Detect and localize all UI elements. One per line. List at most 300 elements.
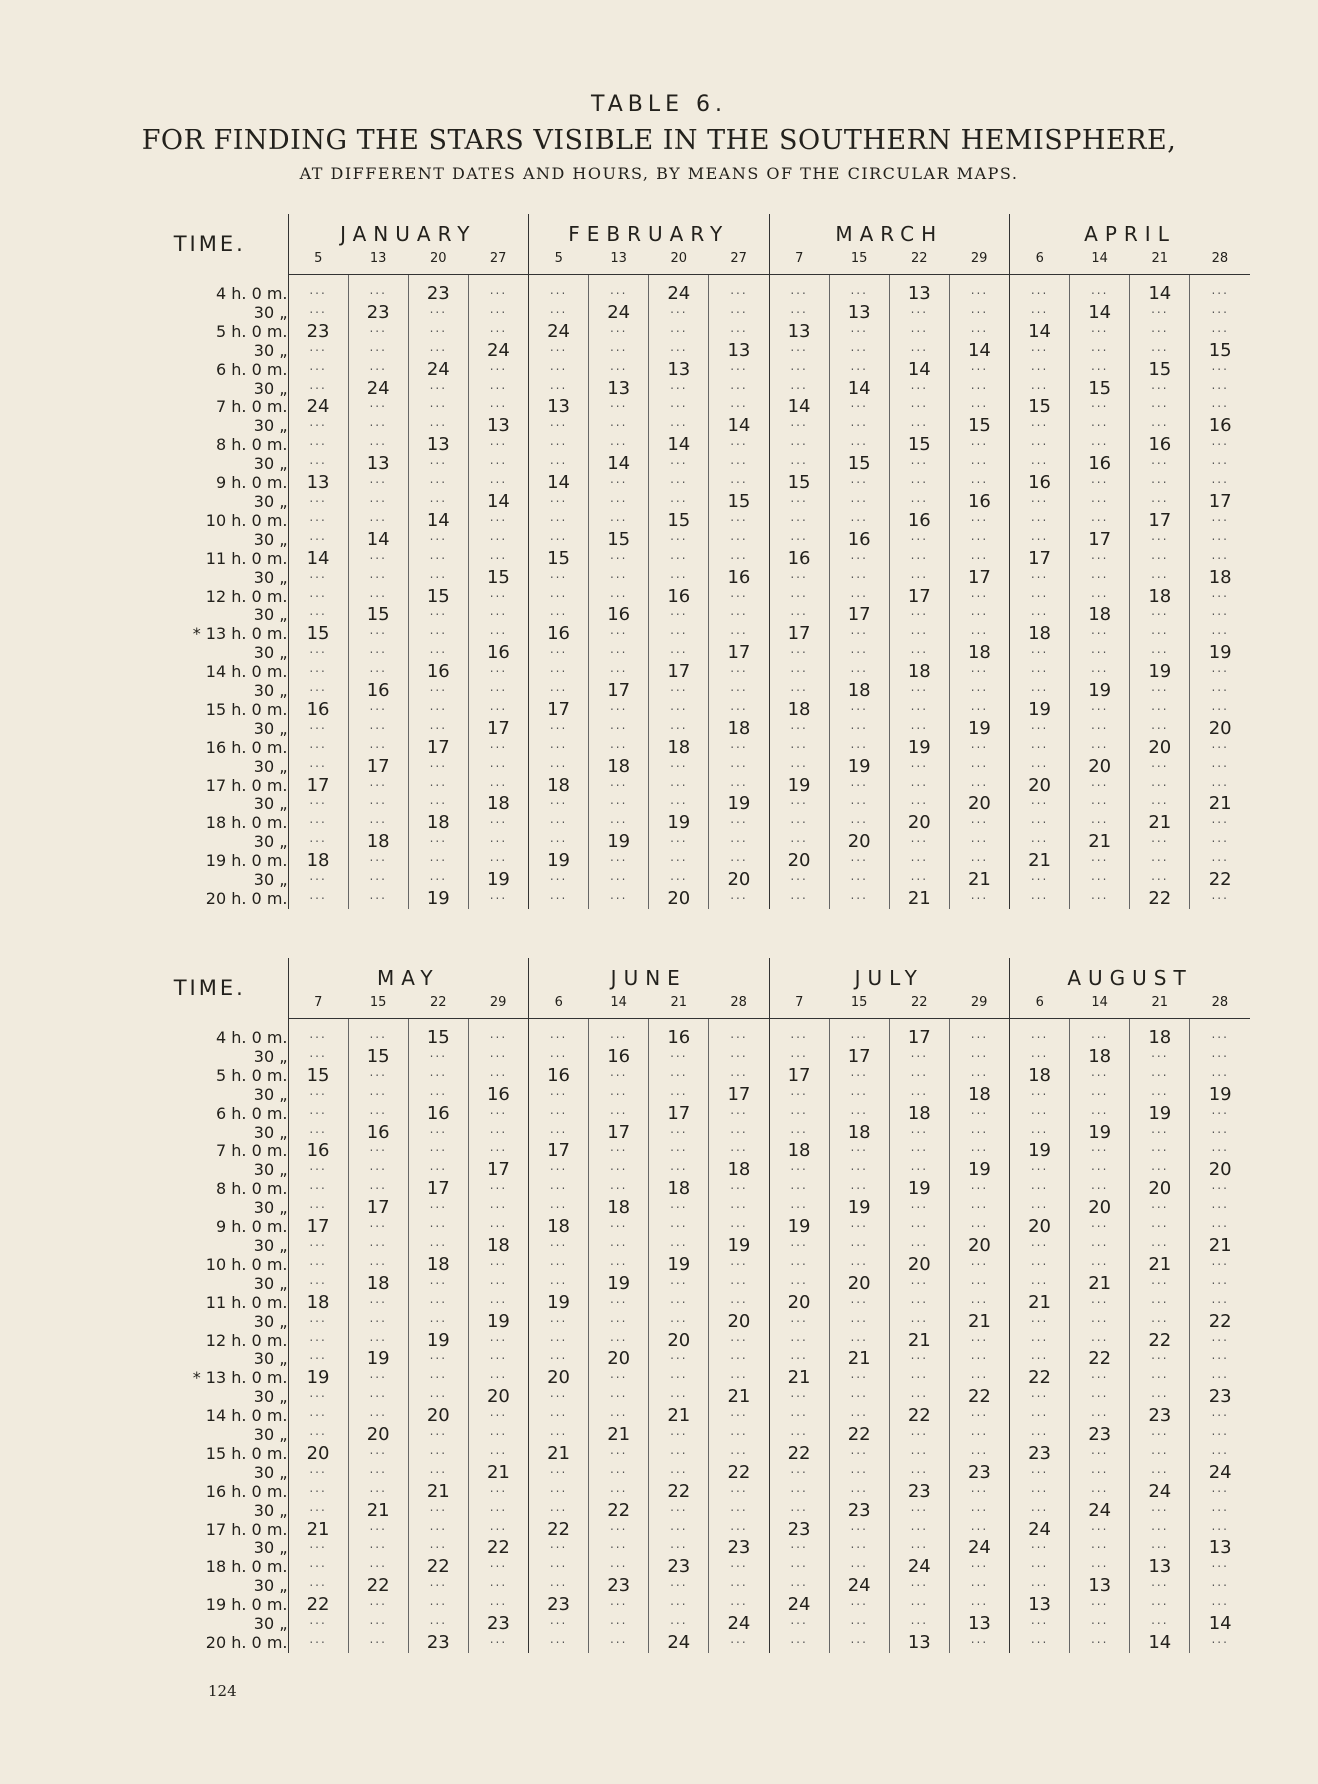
map-number: 15: [306, 623, 330, 645]
map-number: 20: [967, 1234, 991, 1256]
dots: ...: [670, 1613, 688, 1628]
dots: ...: [429, 1272, 448, 1287]
dots: ...: [369, 1027, 387, 1041]
date-header: 15: [348, 990, 408, 1019]
dots: ...: [369, 1632, 387, 1646]
map-cell: [1070, 1634, 1130, 1653]
dots: ...: [369, 415, 387, 430]
dots: ...: [730, 1064, 748, 1079]
map-cell: [649, 1634, 709, 1653]
dots: ...: [1151, 1537, 1169, 1552]
map-number: 16: [306, 1140, 330, 1162]
dots: ...: [1151, 1159, 1169, 1174]
dots: ...: [309, 1083, 327, 1098]
dots: ...: [910, 472, 929, 487]
dots: ...: [910, 604, 929, 619]
dots: ...: [609, 283, 628, 297]
dots: ...: [1211, 1442, 1229, 1457]
time-label: 30 „: [132, 304, 288, 323]
dots: ...: [609, 1027, 628, 1041]
map-cell: [709, 698, 769, 720]
dots: ...: [489, 1556, 508, 1571]
dots: ...: [970, 698, 989, 713]
date-header: 27: [468, 246, 528, 275]
dots: ...: [1030, 1613, 1049, 1628]
map-number: 13: [727, 339, 751, 361]
dots: ...: [429, 774, 448, 789]
dots: ...: [730, 283, 748, 297]
dots: ...: [609, 1216, 628, 1231]
dots: ...: [1151, 1424, 1169, 1439]
dots: ...: [790, 869, 808, 884]
time-label: 18 h. 0 m.: [132, 814, 288, 833]
dots: ...: [609, 774, 628, 789]
dots: ...: [790, 1386, 808, 1401]
map-number: 16: [426, 661, 450, 683]
dots: ...: [1211, 661, 1229, 676]
dots: ...: [369, 623, 387, 638]
dots: ...: [670, 1045, 688, 1060]
dots: ...: [369, 1329, 387, 1344]
dots: ...: [670, 1537, 688, 1552]
dots: ...: [670, 831, 688, 846]
dots: ...: [730, 1102, 748, 1117]
map-cell: [1010, 1634, 1070, 1653]
map-number: 13: [907, 283, 931, 304]
map-cell: [1130, 717, 1190, 739]
dots: ...: [850, 736, 868, 751]
date-header: 14: [1070, 990, 1130, 1019]
map-number: 22: [1208, 869, 1232, 891]
dots: ...: [429, 1367, 448, 1382]
dots: ...: [549, 453, 568, 468]
dots: ...: [549, 301, 568, 316]
dots: ...: [910, 1159, 929, 1174]
map-number: 18: [1148, 1027, 1172, 1048]
dots: ...: [1151, 1045, 1169, 1060]
map-number: 16: [667, 585, 691, 607]
dots: ...: [429, 1424, 448, 1439]
dots: ...: [1090, 566, 1109, 581]
map-number: 24: [1148, 1480, 1172, 1502]
map-cell: [468, 1634, 528, 1653]
dots: ...: [429, 1234, 448, 1249]
dots: ...: [910, 869, 929, 884]
dots: ...: [1211, 509, 1229, 524]
dots: ...: [850, 1405, 868, 1420]
dots: ...: [850, 1386, 868, 1401]
time-label: 4 h. 0 m.: [132, 285, 288, 304]
dots: ...: [429, 1083, 448, 1098]
date-header: 20: [408, 246, 468, 275]
dots: ...: [609, 1632, 628, 1646]
dots: ...: [609, 850, 628, 865]
dots: ...: [910, 566, 929, 581]
dots: ...: [1090, 1310, 1109, 1325]
map-number: 14: [1088, 301, 1112, 323]
dots: ...: [369, 1102, 387, 1117]
map-number: 21: [306, 1518, 330, 1540]
dots: ...: [850, 1102, 868, 1117]
map-cell: [649, 890, 709, 909]
dots: ...: [369, 1178, 387, 1193]
map-cell: [769, 1634, 829, 1653]
dots: ...: [429, 1045, 448, 1060]
time-label: 19 h. 0 m.: [132, 1596, 288, 1615]
page-number: 124: [208, 1682, 237, 1700]
dots: ...: [1151, 623, 1169, 638]
dots: ...: [850, 1178, 868, 1193]
map-number: 19: [727, 793, 751, 815]
map-cell: [348, 1480, 408, 1502]
dots: ...: [489, 680, 508, 695]
dots: ...: [790, 1253, 808, 1268]
dots: ...: [489, 888, 508, 902]
date-header: 20: [649, 246, 709, 275]
dots: ...: [1211, 377, 1229, 392]
map-number: 22: [486, 1537, 510, 1559]
dots: ...: [1030, 661, 1049, 676]
map-number: 17: [727, 1083, 751, 1105]
dots: ...: [1151, 604, 1169, 619]
dots: ...: [670, 1348, 688, 1363]
map-number: 19: [967, 1159, 991, 1181]
map-cell: [1010, 528, 1070, 550]
dots: ...: [730, 1140, 748, 1155]
page-title: FOR FINDING THE STARS VISIBLE IN THE SOUTHERN HEMISPHERE,: [141, 125, 1177, 156]
dots: ...: [309, 1159, 327, 1174]
time-label: 30 „: [132, 1464, 288, 1483]
dots: ...: [549, 1310, 568, 1325]
dots: ...: [369, 1537, 387, 1552]
dots: ...: [1090, 1291, 1109, 1306]
dots: ...: [970, 1405, 989, 1420]
map-number: 23: [907, 1480, 931, 1502]
dots: ...: [1030, 1386, 1049, 1401]
dots: ...: [549, 1348, 568, 1363]
dots: ...: [850, 585, 868, 600]
time-label: 7 h. 0 m.: [132, 398, 288, 417]
map-cell: [889, 717, 949, 739]
map-number: 22: [426, 1556, 450, 1578]
dots: ...: [670, 301, 688, 316]
date-header: 28: [1190, 246, 1250, 275]
dots: ...: [1151, 1499, 1169, 1514]
map-number: 14: [306, 547, 330, 569]
dots: ...: [1211, 1480, 1229, 1495]
dots: ...: [1090, 698, 1109, 713]
map-number: 21: [1148, 1253, 1172, 1275]
dots: ...: [670, 1461, 688, 1476]
dots: ...: [549, 1386, 568, 1401]
dots: ...: [1030, 377, 1049, 392]
map-cell: [288, 528, 348, 550]
map-number: 17: [847, 604, 871, 626]
map-cell: [1070, 1102, 1130, 1124]
dots: ...: [1090, 509, 1109, 524]
map-number: 19: [486, 869, 510, 891]
dots: ...: [309, 1575, 327, 1590]
map-cell: [589, 509, 649, 531]
map-number: 21: [547, 1442, 571, 1464]
map-cell: [408, 1310, 468, 1332]
map-number: 15: [1088, 377, 1112, 399]
dots: ...: [910, 831, 929, 846]
dots: ...: [609, 566, 628, 581]
dots: ...: [790, 1632, 808, 1646]
map-number: 21: [1088, 831, 1112, 853]
dots: ...: [790, 1310, 808, 1325]
map-number: 13: [306, 472, 330, 494]
dots: ...: [1090, 283, 1109, 297]
map-number: 17: [787, 1064, 811, 1086]
dots: ...: [429, 1386, 448, 1401]
time-label: 4 h. 0 m.: [132, 1029, 288, 1048]
map-number: 18: [607, 1197, 631, 1219]
date-header: 15: [829, 990, 889, 1019]
map-number: 18: [547, 774, 571, 796]
dots: ...: [549, 604, 568, 619]
map-cell: [1130, 566, 1190, 588]
map-cell: [589, 1634, 649, 1653]
map-number: 20: [667, 1329, 691, 1351]
map-cell: [408, 1461, 468, 1483]
dots: ...: [970, 1045, 989, 1060]
dots: ...: [369, 566, 387, 581]
dots: ...: [1090, 888, 1109, 902]
map-number: 24: [426, 358, 450, 380]
map-cell: [949, 1064, 1009, 1086]
dots: ...: [1030, 1310, 1049, 1325]
dots: ...: [970, 831, 989, 846]
dots: ...: [1090, 793, 1109, 808]
dots: ...: [910, 1140, 929, 1155]
dots: ...: [790, 377, 808, 392]
map-cell: [408, 1083, 468, 1105]
dots: ...: [850, 1442, 868, 1457]
dots: ...: [489, 1291, 508, 1306]
dots: ...: [1211, 888, 1229, 902]
map-number: 18: [727, 717, 751, 739]
dots: ...: [609, 1556, 628, 1571]
map-number: 21: [967, 1310, 991, 1332]
dots: ...: [1030, 1480, 1049, 1495]
map-number: 17: [907, 585, 931, 607]
map-number: 23: [787, 1518, 811, 1540]
dots: ...: [970, 1632, 989, 1646]
dots: ...: [429, 850, 448, 865]
dots: ...: [910, 1442, 929, 1457]
dots: ...: [910, 1499, 929, 1514]
map-cell: [1070, 509, 1130, 531]
dots: ...: [489, 1499, 508, 1514]
time-label: 8 h. 0 m.: [132, 1180, 288, 1199]
dots: ...: [309, 642, 327, 657]
dots: ...: [429, 1140, 448, 1155]
map-cell: [529, 755, 589, 777]
time-label: 30 „: [132, 1615, 288, 1634]
dots: ...: [790, 1102, 808, 1117]
time-label: 30 „: [132, 682, 288, 701]
dots: ...: [369, 1386, 387, 1401]
map-number: 15: [907, 434, 931, 456]
dots: ...: [790, 415, 808, 430]
time-label: 6 h. 0 m.: [132, 1105, 288, 1124]
dots: ...: [429, 1121, 448, 1136]
map-number: 17: [1088, 528, 1112, 550]
map-cell: [1070, 736, 1130, 758]
dots: ...: [910, 1272, 929, 1287]
dots: ...: [1151, 396, 1169, 411]
dots: ...: [369, 1518, 387, 1533]
map-number: 16: [847, 528, 871, 550]
dots: ...: [609, 509, 628, 524]
dots: ...: [730, 1556, 748, 1571]
map-number: 19: [1208, 642, 1232, 664]
dots: ...: [489, 1594, 508, 1609]
map-cell: [1130, 1634, 1190, 1653]
time-label: 19 h. 0 m.: [132, 852, 288, 871]
dots: ...: [309, 1253, 327, 1268]
dots: ...: [970, 1499, 989, 1514]
dots: ...: [850, 320, 868, 335]
month-header: JANUARY: [288, 214, 529, 246]
map-cell: [529, 1499, 589, 1521]
map-number: 21: [787, 1367, 811, 1389]
dots: ...: [970, 1027, 989, 1041]
map-number: 17: [607, 680, 631, 702]
dots: ...: [1211, 1197, 1229, 1212]
dots: ...: [970, 1556, 989, 1571]
dots: ...: [730, 320, 748, 335]
dots: ...: [790, 661, 808, 676]
map-number: 20: [967, 793, 991, 815]
map-number: 19: [426, 888, 450, 909]
map-number: 24: [727, 1613, 751, 1635]
map-number: 20: [1088, 755, 1112, 777]
dots: ...: [850, 358, 868, 373]
dots: ...: [489, 320, 508, 335]
dots: ...: [910, 1575, 929, 1590]
map-cell: [529, 890, 589, 909]
map-number: 13: [967, 1613, 991, 1635]
time-label: 12 h. 0 m.: [132, 588, 288, 607]
dots: ...: [429, 377, 448, 392]
map-cell: [348, 890, 408, 909]
dots: ...: [489, 453, 508, 468]
date-header: 7: [769, 990, 829, 1019]
map-cell: [1190, 547, 1250, 569]
dots: ...: [1030, 1575, 1049, 1590]
dots: ...: [1211, 1518, 1229, 1533]
dots: ...: [549, 528, 568, 543]
dots: ...: [609, 717, 628, 732]
dots: ...: [1030, 358, 1049, 373]
time-label: 30 „: [132, 606, 288, 625]
dots: ...: [309, 490, 327, 505]
dots: ...: [489, 1367, 508, 1382]
dots: ...: [1211, 736, 1229, 751]
dots: ...: [369, 1310, 387, 1325]
time-label: 30 „: [132, 1350, 288, 1369]
dots: ...: [1211, 698, 1229, 713]
time-label: 30 „: [132, 1161, 288, 1180]
dots: ...: [790, 793, 808, 808]
dots: ...: [489, 396, 508, 411]
map-number: 17: [366, 755, 390, 777]
dots: ...: [549, 755, 568, 770]
dots: ...: [369, 1064, 387, 1079]
map-cell: [709, 890, 769, 909]
dots: ...: [670, 680, 688, 695]
map-number: 21: [486, 1461, 510, 1483]
month-header: FEBRUARY: [529, 214, 770, 246]
map-number: 19: [787, 1216, 811, 1238]
dots: ...: [1030, 509, 1049, 524]
dots: ...: [369, 1480, 387, 1495]
map-cell: [1190, 1064, 1250, 1086]
map-cell: [589, 1480, 649, 1502]
dots: ...: [790, 642, 808, 657]
map-number: 19: [667, 1253, 691, 1275]
map-number: 19: [607, 831, 631, 853]
dots: ...: [549, 1027, 568, 1041]
dots: ...: [609, 661, 628, 676]
dots: ...: [970, 1121, 989, 1136]
dots: ...: [609, 415, 628, 430]
map-number: 24: [1088, 1499, 1112, 1521]
map-number: 22: [847, 1424, 871, 1446]
dots: ...: [1151, 869, 1169, 884]
dots: ...: [970, 604, 989, 619]
dots: ...: [309, 301, 327, 316]
time-label: 9 h. 0 m.: [132, 474, 288, 493]
dots: ...: [369, 812, 387, 827]
dots: ...: [489, 755, 508, 770]
dots: ...: [609, 1518, 628, 1533]
dots: ...: [850, 1216, 868, 1231]
dots: ...: [1211, 472, 1229, 487]
dots: ...: [850, 547, 868, 562]
dots: ...: [790, 339, 808, 354]
dots: ...: [790, 1083, 808, 1098]
dots: ...: [489, 509, 508, 524]
dots: ...: [489, 434, 508, 449]
time-label: 11 h. 0 m.: [132, 550, 288, 569]
dots: ...: [970, 888, 989, 902]
month-header: AUGUST: [1010, 958, 1251, 990]
map-cell: [529, 301, 589, 323]
dots: ...: [609, 698, 628, 713]
map-number: 22: [1088, 1348, 1112, 1370]
map-number: 24: [787, 1594, 811, 1616]
map-cell: [889, 1083, 949, 1105]
dots: ...: [609, 1461, 628, 1476]
dots: ...: [1151, 566, 1169, 581]
map-number: 13: [1148, 1556, 1172, 1578]
map-number: 20: [787, 1291, 811, 1313]
dots: ...: [369, 1234, 387, 1249]
dots: ...: [1151, 1594, 1169, 1609]
date-header: 28: [1190, 990, 1250, 1019]
dots: ...: [369, 1556, 387, 1571]
map-number: 19: [1148, 1102, 1172, 1124]
map-number: 16: [486, 1083, 510, 1105]
dots: ...: [730, 604, 748, 619]
map-number: 21: [1028, 850, 1052, 872]
dots: ...: [369, 1083, 387, 1098]
dots: ...: [1030, 283, 1049, 297]
